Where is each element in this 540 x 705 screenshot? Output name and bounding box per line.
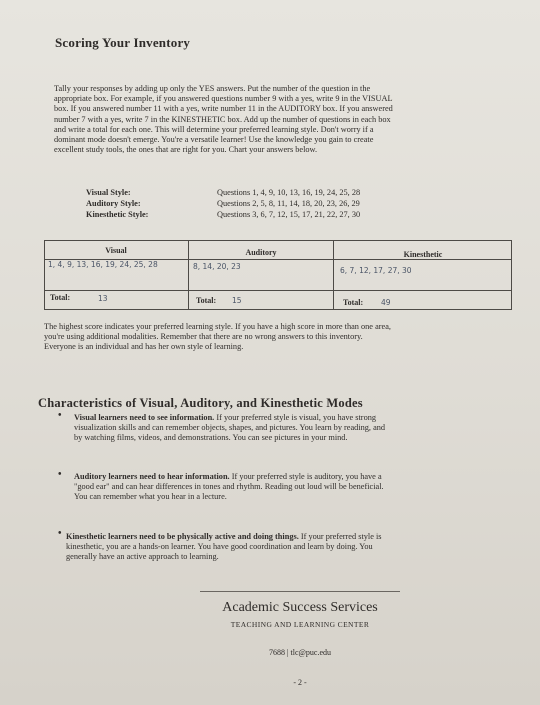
- org-name: Academic Success Services: [222, 600, 378, 615]
- intro-line: Tally your responses by adding up only the YES answers. Put the number of the question in the: [54, 84, 371, 93]
- kinesthetic-style-label: Kinesthetic Style:: [86, 210, 149, 219]
- visual-total: 13: [98, 294, 108, 303]
- auditory-bullet-lead: Auditory learners need to hear information.: [74, 472, 230, 481]
- bullet-icon: •: [58, 410, 62, 421]
- auditory-bullet: Auditory learners need to hear information. If your preferred style is auditory, you have a "good ear" and can hear differences in tones and rhythm. Reading out loud will be beneficial. You can remember what you hear in a lecture.: [74, 472, 384, 502]
- auditory-column-header: Auditory: [245, 248, 277, 257]
- visual-column-header: Visual: [105, 246, 127, 255]
- visual-bullet-lead: Visual learners need to see information.: [74, 413, 215, 422]
- kinesthetic-column-header: Kinesthetic: [403, 250, 443, 259]
- results-line: Everyone is an individual and has her own style of learning.: [44, 342, 244, 352]
- kinesthetic-bullet-lead: Kinesthetic learners need to be physically active and doing things.: [66, 532, 299, 541]
- visual-style-label: Visual Style:: [86, 188, 131, 197]
- results-line: you're using additional modalities. Remember that there are no wrong answers to this inventory.: [44, 332, 363, 342]
- intro-line: excellent study tools, the ones that are right for you. Chart your answers below.: [54, 145, 318, 155]
- intro-line: number 7 with a yes, write 7 in the KINESTHETIC box. Add up the number of questions in each box: [54, 114, 391, 124]
- intro-line: dominant mode doesn't emerge. You're a versatile learner! Use the knowledge you gain to create: [54, 135, 374, 145]
- contact-info: 7688 | tlc@puc.edu: [268, 648, 332, 657]
- results-line: The highest score indicates your preferred learning style. If you have a high score in more than one area,: [44, 322, 391, 331]
- visual-bullet: Visual learners need to see information. If your preferred style is visual, you have strong visualization skills and can remember objects, shapes, and pictures. You learn by reading, and by watching films, videos, and demonstrations. You can see pictures in your mind.: [74, 413, 386, 443]
- page-number: - 2 -: [293, 678, 307, 687]
- auditory-answers: 8, 14, 20, 23: [193, 262, 241, 271]
- visual-total-label: Total:: [50, 293, 71, 302]
- page-title: Scoring Your Inventory: [55, 35, 191, 50]
- org-subtitle: TEACHING AND LEARNING CENTER: [230, 620, 370, 629]
- visual-answers: 1, 4, 9, 13, 16, 19, 24, 25, 28: [48, 260, 158, 269]
- kinesthetic-total: 49: [381, 298, 391, 307]
- auditory-total: 15: [232, 296, 242, 305]
- kinesthetic-bullet: Kinesthetic learners need to be physically active and doing things. If your preferred style is kinesthetic, you are a hands-on learner. You have good coordination and learn by doing. You generally have an active approach to learning.: [66, 532, 382, 562]
- auditory-style-label: Auditory Style:: [86, 199, 141, 208]
- kinesthetic-answers: 6, 7, 12, 17, 27, 30: [340, 266, 412, 275]
- bullet-icon: •: [58, 469, 62, 480]
- results-paragraph: [44, 322, 524, 353]
- kinesthetic-total-label: Total:: [343, 298, 364, 307]
- characteristics-heading: Characteristics of Visual, Auditory, and Kinesthetic Modes: [38, 396, 363, 410]
- visual-style-questions: Questions 1, 4, 9, 10, 13, 16, 19, 24, 25, 28: [217, 188, 361, 197]
- intro-line: appropriate box. For example, if you answered questions number 9 with a yes, write 9 in the VISUAL: [54, 94, 393, 104]
- bullet-icon: •: [58, 528, 62, 539]
- kinesthetic-style-questions: Questions 3, 6, 7, 12, 15, 17, 21, 22, 27, 30: [217, 210, 361, 219]
- intro-paragraph: [54, 84, 524, 155]
- auditory-total-label: Total:: [196, 296, 217, 305]
- intro-line: and write a total for each one. This will determine your preferred learning style. Don't worry if a: [54, 124, 374, 134]
- intro-line: box. If you answered number 11 with a yes, write number 11 in the AUDITORY box. If you answered: [54, 104, 393, 114]
- auditory-style-questions: Questions 2, 5, 8, 11, 14, 18, 20, 23, 26, 29: [217, 199, 360, 208]
